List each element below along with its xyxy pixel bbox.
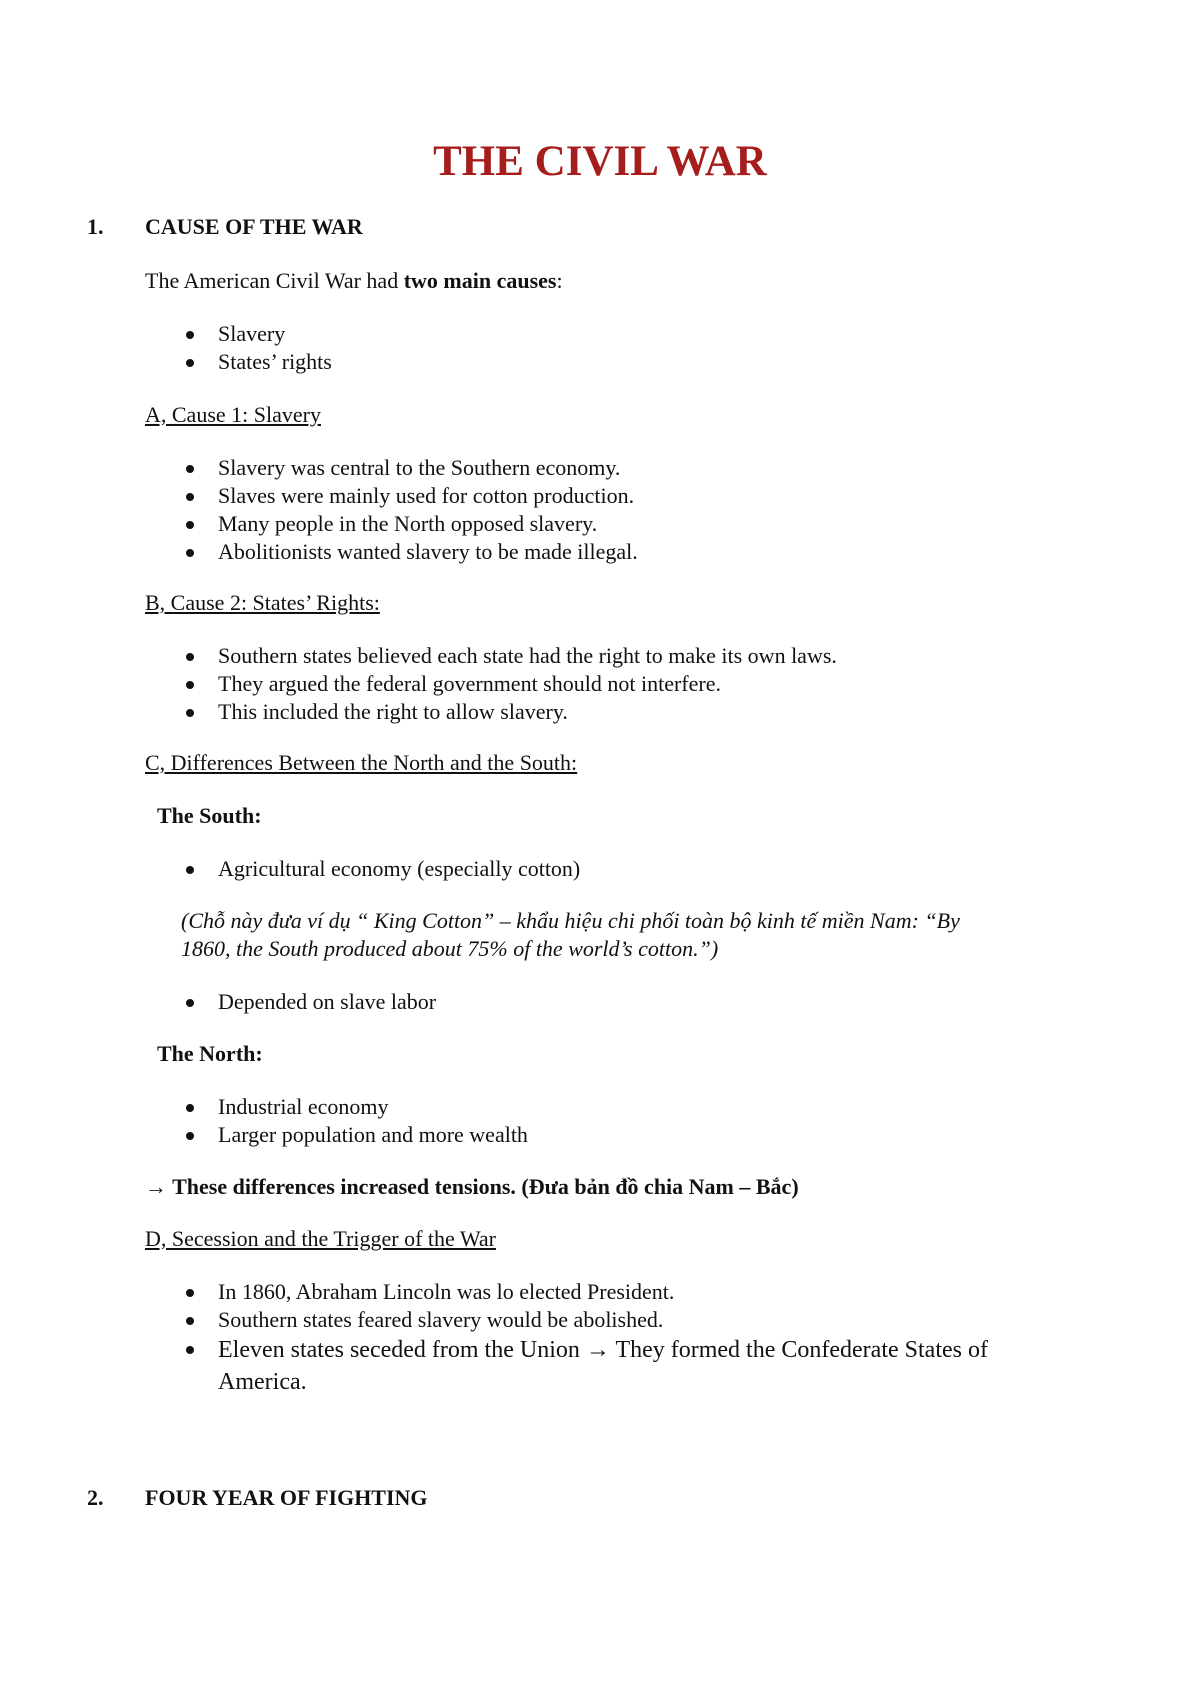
intro-bold-text: two main causes xyxy=(403,268,557,293)
bullet-icon xyxy=(186,493,194,501)
cause-d-heading: D, Secession and the Trigger of the War xyxy=(145,1226,496,1251)
list-item-text: Depended on slave labor xyxy=(218,989,437,1014)
section-1-heading: CAUSE OF THE WAR xyxy=(145,214,363,239)
list-item-text: Slavery was central to the Southern economy. xyxy=(218,455,621,480)
list-item-text: They argued the federal government should not interfere. xyxy=(218,671,721,696)
intro-colon: : xyxy=(556,268,563,293)
list-item-text: Slaves were mainly used for cotton production. xyxy=(218,483,635,508)
bullet-icon xyxy=(186,681,194,689)
cause-c-heading: C, Differences Between the North and the South: xyxy=(145,750,578,775)
bullet-icon xyxy=(186,521,194,529)
list-item-text: Eleven states seceded from the Union → They formed the Confederate States of xyxy=(218,1337,988,1363)
section-2-heading: FOUR YEAR OF FIGHTING xyxy=(145,1485,428,1510)
note-line-1: (Chỗ này đưa ví dụ “ King Cotton” – khẩu hiệu chi phối toàn bộ kinh tế miền Nam: “By xyxy=(181,908,960,933)
south-label: The South: xyxy=(157,803,262,828)
section-1-number: 1. xyxy=(87,214,104,239)
bullet-icon xyxy=(186,549,194,557)
list-item-text: Agricultural economy (especially cotton) xyxy=(218,856,581,881)
list-item-text: Slavery xyxy=(218,321,286,346)
list-item-text: Southern states believed each state had the right to make its own laws. xyxy=(218,643,837,668)
list-item-continuation: America. xyxy=(218,1369,307,1395)
document-title: THE CIVIL WAR xyxy=(433,138,767,185)
bullet-icon xyxy=(186,465,194,473)
list-item-text: This included the right to allow slavery. xyxy=(218,699,568,724)
bullet-icon xyxy=(186,999,194,1007)
intro-text: The American Civil War had xyxy=(145,268,404,293)
list-item-text: States’ rights xyxy=(218,349,332,374)
cause-b-heading: B, Cause 2: States’ Rights: xyxy=(145,590,380,615)
bullet-icon xyxy=(186,709,194,717)
list-item-text: Abolitionists wanted slavery to be made illegal. xyxy=(218,539,638,564)
bullet-icon xyxy=(186,1317,194,1325)
bullet-icon xyxy=(186,1104,194,1112)
list-item-text: Industrial economy xyxy=(218,1094,389,1119)
bullet-icon xyxy=(186,866,194,874)
bullet-icon xyxy=(186,653,194,661)
conclusion-text: → These differences increased tensions. (Đưa bản đồ chia Nam – Bắc) xyxy=(145,1174,799,1199)
intro-paragraph xyxy=(145,268,563,294)
north-label: The North: xyxy=(157,1041,263,1066)
list-item-text: Larger population and more wealth xyxy=(218,1122,528,1147)
bullet-icon xyxy=(186,1289,194,1297)
section-2-number: 2. xyxy=(87,1485,104,1510)
note-line-2: 1860, the South produced about 75% of the world’s cotton.”) xyxy=(181,936,719,961)
bullet-icon xyxy=(186,359,194,367)
bullet-icon xyxy=(186,1132,194,1140)
list-item-text: Southern states feared slavery would be abolished. xyxy=(218,1307,664,1332)
bullet-icon xyxy=(186,331,194,339)
cause-a-heading: A, Cause 1: Slavery xyxy=(145,402,321,427)
bullet-icon xyxy=(186,1346,194,1354)
list-item-text: In 1860, Abraham Lincoln was lo elected President. xyxy=(218,1279,675,1304)
list-item-text: Many people in the North opposed slavery. xyxy=(218,511,598,536)
